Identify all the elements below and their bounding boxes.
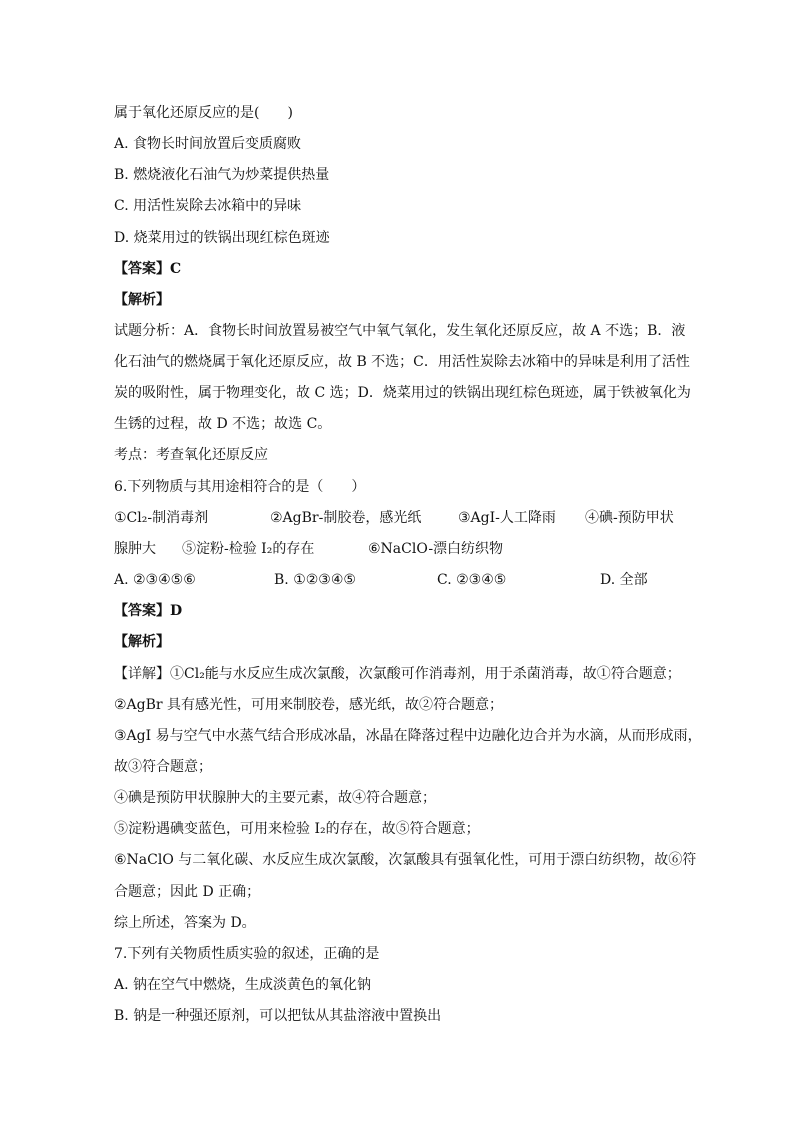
q6-detail-line: ②AgBr 具有感光性，可用来制胶卷，感光纸，故②符合题意； xyxy=(114,697,504,713)
q5-analysis-line: 炭的吸附性，属于物理变化，故 C 选；D．烧菜用过的铁锅出现红棕色斑迹，属于铁被氧化为 xyxy=(114,385,691,401)
q6-detail-line: 综上所述，答案为 D。 xyxy=(114,915,256,931)
q5-option-b: B. 燃烧液化石油气为炒菜提供热量 xyxy=(114,167,330,183)
q5-answer: 【答案】C xyxy=(114,261,182,277)
q6-detail-line: 合题意；因此 D 正确； xyxy=(114,884,261,900)
q5-analysis-label: 【解析】 xyxy=(114,292,170,308)
q6-option: B. ①②③④⑤ xyxy=(274,572,356,588)
q7-stem: 7.下列有关物质性质实验的叙述，正确的是 xyxy=(114,946,380,962)
q6-items-line2 xyxy=(114,539,680,559)
q6-detail-line: ④碘是预防甲状腺肿大的主要元素，故④符合题意； xyxy=(114,790,436,806)
q6-detail-line: ⑤淀粉遇碘变蓝色，可用来检验 I₂的存在，故⑤符合题意； xyxy=(114,821,480,837)
q6-item: ④碘-预防甲状 xyxy=(585,510,674,526)
q6-detail-line: 故③符合题意； xyxy=(114,759,212,775)
q5-analysis-line: 生锈的过程，故 D 不选；故选 C。 xyxy=(114,416,332,432)
q6-option: A. ②③④⑤⑥ xyxy=(114,572,196,588)
q6-detail-line: ③AgI 易与空气中水蒸气结合形成冰晶，冰晶在降落过程中边融化边合并为水滴，从而形成雨， xyxy=(114,728,702,744)
q6-detail-line: 【详解】①Cl₂能与水反应生成次氯酸，次氯酸可作消毒剂，用于杀菌消毒，故①符合题意； xyxy=(114,666,681,682)
q6-option: D. 全部 xyxy=(600,572,648,588)
q6-item: ②AgBr-制胶卷，感光纸 xyxy=(270,510,422,526)
q6-analysis-label: 【解析】 xyxy=(114,634,170,650)
q6-item: ⑤淀粉-检验 I₂的存在 xyxy=(182,541,315,557)
q5-option-a: A. 食物长时间放置后变质腐败 xyxy=(114,136,302,152)
q5-stem-tail: 属于氧化还原反应的是( ) xyxy=(114,105,293,121)
q5-analysis-line: 试题分析：A．食物长时间放置易被空气中氧气氧化，发生氧化还原反应，故 A 不选；B．液 xyxy=(114,323,686,339)
q6-stem: 6.下列物质与其用途相符合的是（ ） xyxy=(114,479,366,495)
q6-item: ①Cl₂-制消毒剂 xyxy=(114,510,209,526)
q6-item: ③AgI-人工降雨 xyxy=(458,510,556,526)
q7-option-b: B. 钠是一种强还原剂，可以把钛从其盐溶液中置换出 xyxy=(114,1008,442,1024)
q6-items-line1 xyxy=(114,508,680,528)
q5-option-c: C. 用活性炭除去冰箱中的异味 xyxy=(114,198,302,214)
q5-option-d: D. 烧菜用过的铁锅出现红棕色斑迹 xyxy=(114,230,330,246)
q5-analysis-line: 化石油气的燃烧属于氧化还原反应，故 B 不选；C．用活性炭除去冰箱中的异味是利用了活性 xyxy=(114,354,690,370)
q6-item: ⑥NaClO-漂白纺织物 xyxy=(368,541,504,557)
q7-option-a: A. 钠在空气中燃烧，生成淡黄色的氧化钠 xyxy=(114,977,372,993)
q6-option: C. ②③④⑤ xyxy=(437,572,507,588)
q6-options xyxy=(114,570,680,590)
q6-answer: 【答案】D xyxy=(114,603,183,619)
q5-kaodian: 考点：考查氧化还原反应 xyxy=(114,447,268,463)
q6-detail-line: ⑥NaClO 与二氧化碳、水反应生成次氯酸，次氯酸具有强氧化性，可用于漂白纺织物，故⑥符 xyxy=(114,852,697,868)
q6-item: 腺肿大 xyxy=(114,541,156,557)
